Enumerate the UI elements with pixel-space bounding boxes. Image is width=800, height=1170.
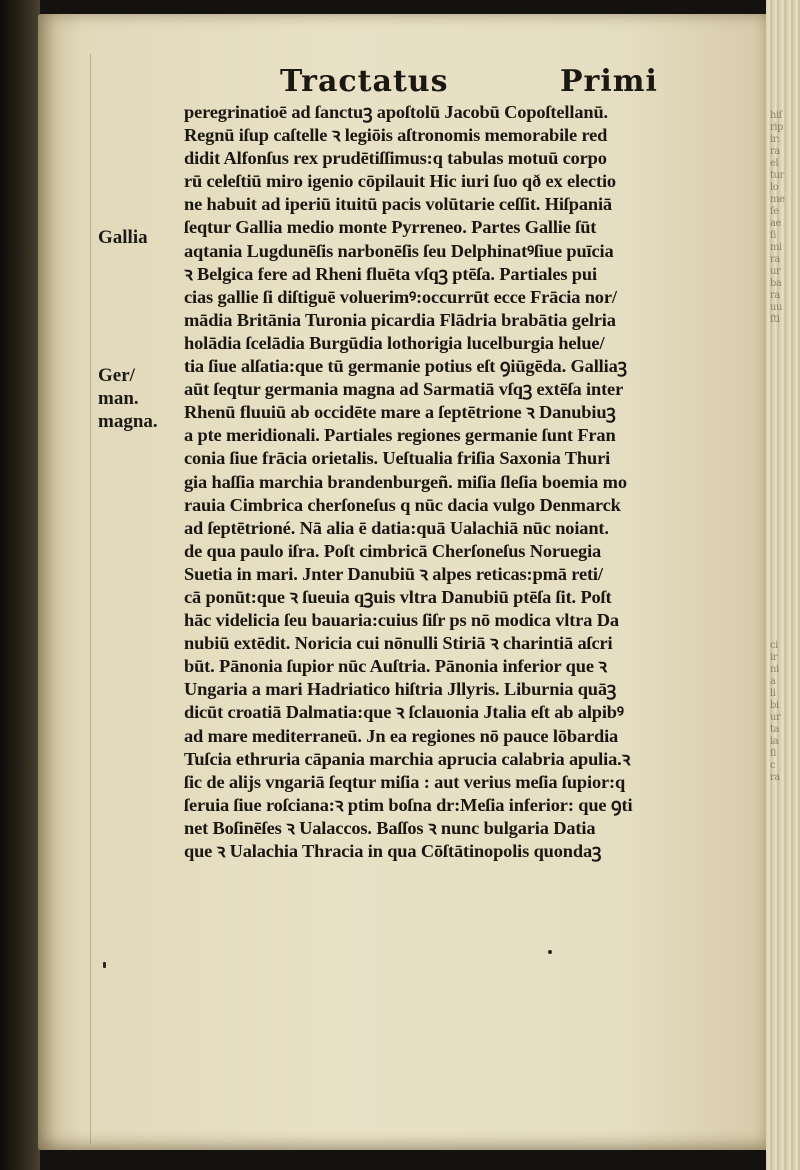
text-line: ſeqtur Gallia medio monte Pyrreneo. Partes Gallie ſūt: [184, 217, 597, 238]
text-line: Suetia in mari. Jnter Danubiū ꝛ alpes reticas:pmā reti/: [184, 563, 603, 584]
text-line: ne habuit ad iperiū ituitū pacis volūtarie ceſſit. Hiſpaniā: [184, 194, 612, 215]
text-line: aūt ſeqtur germania magna ad Sarmatiā vſqꝫ extēſa inter: [184, 379, 624, 400]
text-line: hāc videlicia ſeu bauaria:cuius ſiſr ps nō modica vltra Da: [184, 610, 619, 631]
text-line: ad ſeptētrioné. Nā alia ē datia:quā Ualachiā nūc noiant.: [184, 517, 609, 538]
text-line: Rhenū fluuiū ab occidēte mare a ſeptētrione ꝛ Danubiuꝫ: [184, 402, 616, 423]
body-text: [184, 101, 744, 863]
text-line: de qua paulo iſra. Poſt cimbricā Cherſoneſus Noruegia: [184, 540, 602, 561]
text-line: ſic de alijs vngariā ſeqtur miſia : aut verius meſia ſupior:q: [184, 771, 626, 792]
text-line: holādia ſcelādia Burgūdia lothorigia lucelburgia helue/: [184, 332, 605, 353]
ink-speck: [548, 950, 552, 954]
margin-note-gallia: Gallia: [98, 227, 148, 248]
text-line: ſeruia ſiue roſciana:ꝛ ptim boſna dr:Meſia inferior: que ꝯti: [184, 794, 633, 815]
text-line: a pte meridionali. Partiales regiones germanie ſunt Fran: [184, 425, 616, 446]
text-line: nubiū extēdit. Noricia cui nōnulli Stiriā ꝛ charintiā aſcri: [184, 633, 613, 654]
text-line: mādia Britānia Turonia picardia Flādria brabātia gelria: [184, 309, 616, 330]
page-gutter-line: [90, 54, 91, 1144]
text-line: Ungaria a mari Hadriatico hiſtria Jllyris. Liburnia quāꝫ: [184, 679, 617, 700]
text-line: peregrinatioē ad ſanctuꝫ apoſtolū Jacobū Copoſtellanū.: [184, 102, 608, 122]
header-book: Primi: [560, 64, 658, 99]
text-line: ꝛ Belgica fere ad Rheni fluēta vſqꝫ ptēſa. Partiales pui: [184, 263, 597, 284]
text-line: dicūt croatiā Dalmatia:que ꝛ ſclauonia Jtalia eſt ab alpibꝰ: [184, 702, 624, 723]
ink-speck: [103, 962, 106, 968]
text-line: tia ſiue alſatia:que tū germanie potius eſt ꝯiūgēda. Galliaꝫ: [184, 356, 627, 377]
margin-note-germania-2: man.: [98, 388, 139, 409]
text-line: cias gallie ſi diſtiguē voluerimꝰ:occurrūt ecce Frācia nor/: [184, 286, 617, 307]
facing-page-edge: [766, 0, 800, 1170]
bleed-through-text: ci ir ni a li bi ur ta ia ſi c ra: [770, 640, 781, 783]
text-line: conia ſiue frācia orietalis. Ueſtualia friſia Saxonia Thuri: [184, 448, 611, 469]
text-line: rū celeſtiū miro igenio cōpilauit Hic iuri ſuo qð ex electio: [184, 171, 616, 192]
text-line: didit Alfonſus rex prudētiſſimus:q tabulas motuū corpo: [184, 148, 607, 169]
text-line: que ꝛ Ualachia Thracia in qua Cōſtātinopolis quondaꝫ: [184, 841, 602, 861]
book-binding: [0, 0, 40, 1170]
text-line: ad mare mediterraneū. Jn ea regiones nō pauce lōbardia: [184, 725, 619, 746]
running-header: [150, 64, 730, 104]
text-line: Tuſcia ethruria cāpania marchia aprucia calabria apulia.ꝛ: [184, 748, 631, 769]
header-title: Tractatus: [280, 64, 449, 99]
text-line: būt. Pānonia ſupior nūc Auſtria. Pānonia inferior que ꝛ: [184, 656, 607, 677]
text-line: net Boſinēſes ꝛ Ualaccos. Baſſos ꝛ nunc bulgaria Datia: [184, 817, 596, 838]
text-line: rauia Cimbrica cherſoneſus q nūc dacia vulgo Denmarck: [184, 494, 621, 515]
text-line: Regnū iſup caſtelle ꝛ legiōis aſtronomis memorabile red: [184, 125, 608, 146]
margin-note-germania-3: magna.: [98, 411, 158, 432]
bleed-through-text: hiſ rip ir: ra el tur lo me ſe ae ſi mi ra ur ba ra uu ſti: [770, 110, 785, 325]
margin-note-germania-1: Ger/: [98, 365, 135, 386]
text-line: gia haſſia marchia brandenburgeñ. miſia ſleſia boemia mo: [184, 471, 627, 492]
text-line: aqtania Lugdunēſis narbonēſis ſeu Delphinatꝰſiue puīcia: [184, 240, 614, 261]
text-line: cā ponūt:que ꝛ ſueuia qꝫuis vltra Danubiū ptēſa ſit. Poſt: [184, 586, 612, 607]
